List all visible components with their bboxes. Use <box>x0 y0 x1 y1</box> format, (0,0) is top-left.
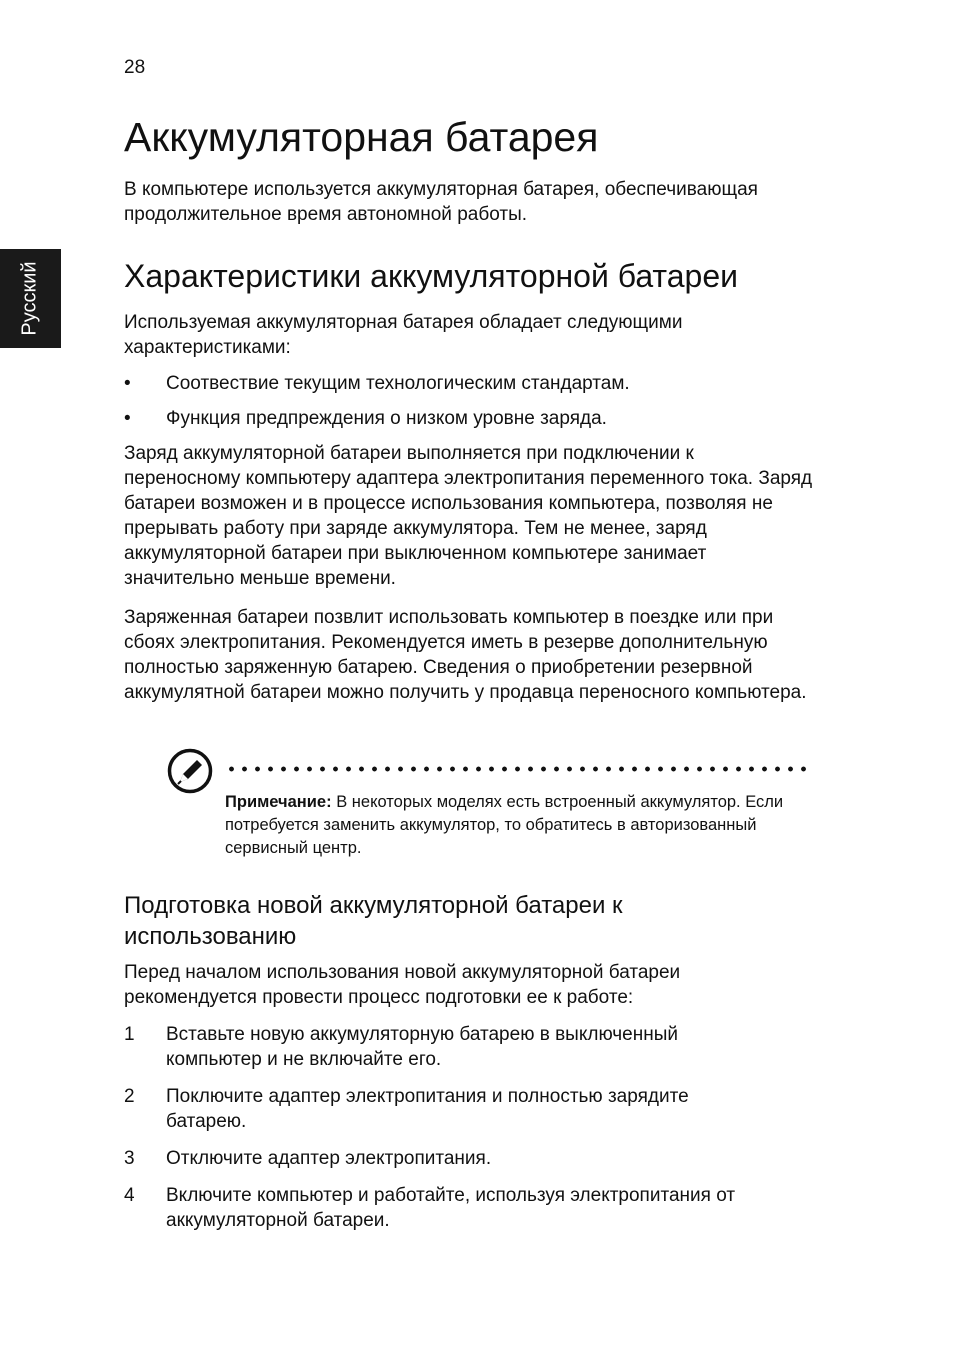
note-label: Примечание: <box>225 793 332 811</box>
step-text: Включите компьютер и работайте, используя электропитания от аккумуляторной батареи. <box>166 1185 736 1231</box>
step-number: 4 <box>124 1185 135 1206</box>
subsection-lead: Перед началом использования новой аккумуляторной батареи рекомендуется провести процесс подготовки ее к работе: <box>124 962 681 1008</box>
step-number: 2 <box>124 1086 135 1107</box>
step-text: Поключите адаптер электропитания и полностью зарядите батарею. <box>166 1086 689 1132</box>
step-text: Вставьте новую аккумуляторную батарею в выключенный компьютер и не включайте его. <box>166 1024 679 1070</box>
intro-paragraph: В компьютере используется аккумуляторная батарея, обеспечивающая продолжительное время автономной работы. <box>124 179 758 225</box>
language-side-tab <box>0 249 61 348</box>
step-item <box>124 1146 814 1171</box>
section-lead: Используемая аккумуляторная батарея обладает следующими характеристиками: <box>124 312 683 358</box>
note-text: В некоторых моделях есть встроенный аккумулятор. Если потребуется заменить аккумулятор, то обратитесь в авторизованный сервисный центр. <box>225 793 784 857</box>
step-number: 1 <box>124 1024 135 1045</box>
body-paragraph-charging: Заряд аккумуляторной батареи выполняется при подключении к переносному компьютеру адаптера электропитания переменного тока. Заряд батареи возможен и в процессе использования компьютера, позволяя не прерывать работу при заряде аккумулятора. Тем не менее, заряд аккумуляторной батареи при выключенном компьютере занимает значительно меньше времени. <box>124 443 813 589</box>
note-box <box>225 791 785 860</box>
bullet-item <box>124 371 814 396</box>
page-number: 28 <box>124 57 146 78</box>
bullet-text: Соотвествие текущим технологическим стандартам. <box>166 373 630 394</box>
step-item <box>124 1084 814 1134</box>
bullet-item <box>124 406 814 431</box>
bullet-marker: • <box>124 373 131 394</box>
subsection-heading: Подготовка новой аккумуляторной батареи к использованию <box>124 892 623 950</box>
page-title: Аккумуляторная батарея <box>124 114 599 160</box>
step-number: 3 <box>124 1148 135 1169</box>
note-divider <box>225 766 809 772</box>
step-item <box>124 1183 814 1233</box>
note-pen-icon <box>167 748 213 794</box>
step-text: Отключите адаптер электропитания. <box>166 1148 492 1169</box>
body-paragraph-spare-battery: Заряженная батареи позвлит использовать компьютер в поездке или при сбоях электропитания. Рекомендуется иметь в резерве дополнительную полностью заряженную батарею. Сведения о приобретении резервной аккумулятной батареи можно получить у продавца переносного компьютера. <box>124 607 807 703</box>
section-heading: Характеристики аккумуляторной батареи <box>124 258 738 294</box>
step-item <box>124 1022 814 1072</box>
language-label: Русский <box>19 261 41 336</box>
bullet-marker: • <box>124 408 131 429</box>
bullet-text: Функция предпреждения о низком уровне заряда. <box>166 408 607 429</box>
